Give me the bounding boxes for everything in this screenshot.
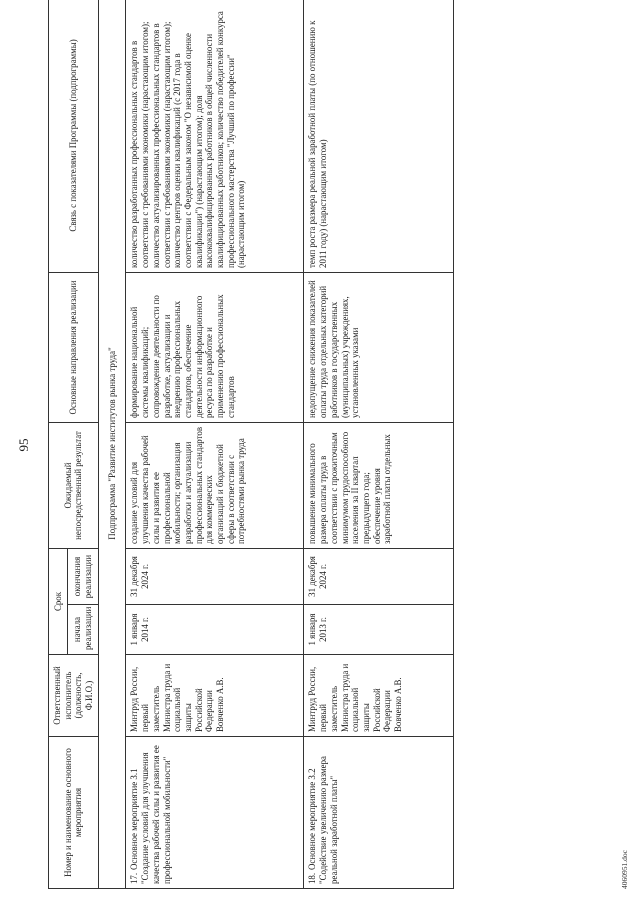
row-number: 17. [129,872,140,884]
header-name: Номер и наименование основного мероприятия [49,737,99,889]
header-responsible: Ответственный исполнитель (должность, Ф.И.О.) [49,655,99,737]
row-name-cell [304,737,454,889]
row-start: 1 января 2013 г. [304,605,454,655]
table-row [126,0,304,889]
row-directions: формирование национальной системы квалификаций; сопровождение деятельности по разработке, актуализации и внедрению профессиональных стандартов, обеспечение деятельности информационного ресурса по разработке и применению профессиональных стандартов [126,272,304,422]
header-result: Ожидаемый непосредственный результат [49,422,99,548]
subprogram-row [98,0,126,889]
row-link: количество разработанных профессиональных стандартов в соответствии с требованиями экономики (нарастающим итогом); количество актуализированных профессиональных стандартов в соответствии с требованиями экономики (нарастающим итогом); количество центров оценки квалификаций (с 2017 года в соответствии с Федеральным законом "О независимой оценке квалификации") (нарастающим итогом); доля высококвалифицированных работников в общей численности квалифицированных работников; количество победителей конкурса профессионального мастерства "Лучший по профессии" (нарастающим итогом) [126,0,304,272]
row-responsible: Минтруд России, первый заместитель Министра труда и социальной защиты Российской Федерации Вовченко А.В. [126,655,304,737]
row-result: повышение минимального размера оплаты труда в соответствии с прожиточным минимумом трудоспособного населения за II квартал предыдущего года; обеспечение уровня заработной платы отдельных [304,422,454,548]
row-result: создание условий для улучшения качества рабочей силы и развития ее профессиональной мобильности; организация разработки и актуализации профессиональных стандартов для коммерческих организаций и бюджетной сферы в соответствии с потребностями рынка труда [126,422,304,548]
row-name-cell [126,737,304,889]
table-row [304,0,454,889]
header-end: окончания реализации [68,548,99,604]
row-end: 31 декабря 2024 г. [126,548,304,604]
page-number: 95 [16,438,31,452]
row-name: Основное мероприятие 3.1 "Создание условий для улучшения качества рабочей силы и развития ее профессиональной мобильности" [129,745,172,884]
header-directions: Основные направления реализации [49,272,99,422]
row-end: 31 декабря 2024 г. [304,548,454,604]
footer-doc-code: 4060951.doc [620,850,629,889]
subprogram-title: Подпрограмма "Развитие институтов рынка труда" [98,0,126,889]
row-name: Основное мероприятие 3.2 "Содействие увеличению размера реальной заработной платы" [307,756,339,884]
row-start: 1 января 2014 г. [126,605,304,655]
row-directions: недопущение снижения показателей оплаты труда отдельных категорий работников в государственных (муниципальных) учреждениях, установленных указами [304,272,454,422]
row-responsible: Минтруд России, первый заместитель Министра труда и социальной защиты Российской Федерации Вовченко А.В. [304,655,454,737]
header-term: Срок [49,548,68,654]
row-number: 18. [307,872,318,884]
header-link: Связь с показателями Программы (подпрограммы) [49,0,99,272]
header-row [49,0,68,889]
program-table [48,0,454,889]
row-link: темп роста размера реальной заработной платы (по отношению к 2011 году) (нарастающим итогом) [304,0,454,272]
header-start: начала реализации [68,605,99,655]
